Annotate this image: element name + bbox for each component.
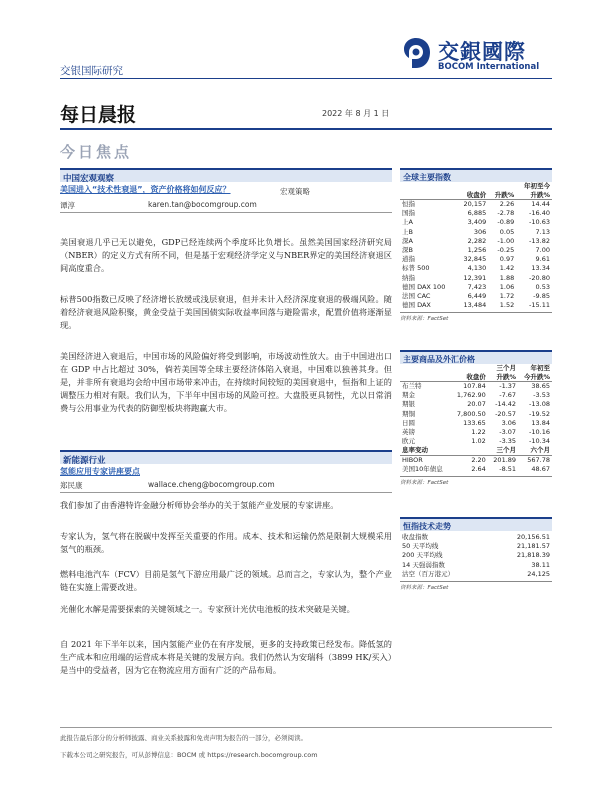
index-ytd: 7.00 [535,246,550,255]
index-name: 上B [402,227,413,236]
index-change: -0.89 [497,218,515,227]
index-change: 1.52 [499,301,515,310]
table-row [400,465,552,474]
index-name: 纳指 [402,273,415,282]
energy-section [60,450,392,493]
index-ytd: -10.63 [529,218,550,227]
header-divider [60,78,552,79]
commodity-close: 1.22 [471,428,486,437]
commodity-change: -7.67 [499,391,517,400]
index-close: 12,391 [463,273,487,282]
table-row [400,410,552,419]
index-ytd: -15.11 [529,301,550,310]
hsi-panel [400,517,552,591]
report-title: 每日晨报 [60,104,137,126]
index-close: 20,157 [463,200,487,208]
energy-paragraph-3: 燃料电池汽车（FCV）目前是氢气下游应用最广泛的领域。总而言之，专家认为，整个产业链在实施上需要改进。 [60,569,392,592]
index-name: 恒指 [402,200,415,208]
index-close: 6,885 [467,209,487,218]
index-ytd: 13.34 [531,264,550,273]
index-name: 法国 CAC [402,292,431,301]
macro-paragraph-1: 美国衰退几乎已无以避免，GDP已经连续两个季度环比负增长。虽然美国国家经济研究局（NBER）的定义方式有所不同，但是基于宏观经济学定义与NBER界定的美国经济衰退区间高度重合。 [60,237,392,273]
hsi-metric-value: 38.11 [531,560,550,569]
table-row [400,246,552,255]
rates-col-name: 息率变动 [402,446,428,455]
report-date: 2022 年 8 月 1 日 [322,109,390,118]
commodity-close: 107.84 [463,382,486,390]
footer-download: 下载本公司之研究报告，可从彭博信息：BOCM 或 https://research.bocomgroup.com [60,751,318,759]
index-name: 深A [402,236,413,245]
table-row [400,301,552,310]
index-change: -0.25 [497,246,515,255]
table-row [400,237,552,246]
bocom-logo-icon [400,36,432,70]
index-ytd: -13.82 [529,236,550,245]
commodities-source: 资料来源：FactSet [400,476,552,486]
commodity-ytd: -13.08 [529,400,550,409]
commodity-ytd: 13.84 [531,418,550,427]
table-row [400,455,552,465]
table-row [400,292,552,301]
commodity-name: 期铜 [402,409,415,418]
rate-name: HIBOR [402,455,423,464]
index-ytd: 0.53 [535,282,550,291]
index-name: 标普 500 [402,264,430,273]
table-row [400,264,552,273]
rates-col-6m: 六个月 [530,446,550,455]
commodity-change: 3.06 [501,418,517,427]
hsi-metric-name: 200 天平均线 [402,551,443,560]
indices-title: 全球主要指数 [400,168,552,182]
index-ytd: 7.13 [535,227,550,236]
energy-box-title: 新能源行业 [60,450,392,464]
commodities-col-ytdchg: 今升跌% [523,372,550,381]
logo-english: BOCOM International [438,62,540,72]
index-change: -2.78 [497,209,515,218]
hsi-metric-value: 24,125 [527,569,550,578]
index-close: 13,484 [463,301,487,310]
table-row [400,419,552,428]
title-divider [60,128,552,130]
indices-col-ytdchg: 升跌% [530,190,550,199]
commodity-close: 7,800.50 [456,409,486,418]
table-row [400,218,552,227]
energy-author-email[interactable]: wallace.cheng@bocomgroup.com [148,480,275,489]
index-close: 7,423 [467,282,487,291]
index-change: 1.72 [499,292,515,301]
index-close: 306 [473,227,487,236]
index-ytd: -20.80 [529,273,550,282]
index-name: 深B [402,246,413,255]
commodities-panel [400,350,552,486]
energy-paragraph-4: 光催化水解是需要探索的关键领域之一。专家预计光伏电池板的技术突破是关键。 [60,604,355,614]
commodity-name: 期银 [402,400,415,409]
table-row [400,209,552,218]
index-change: 0.05 [499,227,515,236]
commodity-name: 英镑 [402,428,415,437]
rate-3m: 201.89 [493,455,517,464]
rate-3m: -8.51 [499,465,517,474]
energy-paragraph-1: 我们参加了由香港特许金融分析师协会举办的关于氢能产业发展的专家讲座。 [60,500,339,510]
commodities-table [400,364,552,474]
commodities-title: 主要商品及外汇价格 [400,350,552,364]
department-label: 交银国际研究 [60,65,123,77]
index-ytd: -9.85 [533,292,550,301]
logo-chinese: 交銀國際 [438,39,526,64]
index-change: 1.88 [499,273,515,282]
macro-author-name: 谭淳 [60,201,75,210]
indices-col-close: 收盘价 [466,190,487,199]
commodity-close: 1.02 [471,437,486,446]
table-row [400,274,552,283]
section-heading: 今日焦点 [60,143,133,161]
index-ytd: 14.44 [531,200,550,208]
rate-6m: 567.78 [527,455,550,464]
macro-tag: 宏观策略 [280,187,310,196]
commodity-ytd: -3.53 [533,391,550,400]
commodities-col-chg: 升跌% [496,372,517,381]
commodities-col-close: 收盘价 [466,372,486,381]
indices-panel [400,168,552,322]
rate-close: 2.64 [471,465,486,474]
macro-box-title: 中国宏观观察 [60,168,392,182]
index-close: 3,409 [467,218,487,227]
commodity-close: 1,762.90 [456,391,486,400]
commodity-ytd: 38.65 [531,382,550,390]
indices-table [400,182,552,310]
index-close: 6,449 [467,292,487,301]
hsi-metric-name: 14 天强弱指数 [402,560,445,569]
commodity-ytd: -10.16 [529,428,550,437]
table-row [400,400,552,409]
hsi-table [400,533,552,579]
energy-paragraph-5: 自 2021 年下半年以来，国内氢能产业仍在有序发展，更多的支持政策已经发布。降低氢的生产成本和应用端的运营成本将是关键的发展方向。我们仍然认为安瑞科（3899 HK/买入）是当中的受益者，因为它在物流应用方面有广泛的产品布局。 [60,639,392,675]
macro-paragraph-2: 标普500指数已反映了经济增长放缓或浅层衰退，但并未计入经济深度衰退的极端风险。随着经济衰退风险积聚，黄金受益于美国国债实际收益率回落与避险需求，配置价值将逐渐显现。 [60,294,392,330]
index-change: 1.06 [499,282,515,291]
index-close: 2,282 [467,236,487,245]
footer-divider [60,727,552,728]
commodity-change: -3.35 [499,437,517,446]
commodities-col-3m: 三个月 [496,364,517,372]
macro-section [60,168,392,213]
index-close: 1,256 [467,246,487,255]
index-ytd: -16.40 [529,209,550,218]
hsi-metric-name: 沽空（百万港元） [402,569,454,578]
energy-paragraph-2: 专家认为，氢气将在脱碳中发挥至关重要的作用。成本、技术和运输仍然是限制大规模采用氢气的瓶颈。 [60,531,392,554]
commodity-close: 133.65 [463,418,486,427]
macro-author-email[interactable]: karen.tan@bocomgroup.com [148,200,257,209]
commodity-name: 欧元 [402,437,415,446]
index-ytd: 9.61 [535,255,550,264]
hsi-title: 恒指技术走势 [400,517,552,531]
commodity-change: -14.42 [495,400,517,409]
index-name: 德国 DAX 100 [402,282,446,291]
hsi-metric-value: 21,181.57 [516,542,550,551]
commodity-close: 20.07 [467,400,486,409]
indices-col-ytd: 年初至今 [524,182,550,190]
table-row [400,533,552,542]
index-change: 1.42 [499,264,515,273]
index-close: 32,845 [463,255,487,264]
hsi-metric-name: 50 天平均线 [402,542,439,551]
commodities-col-ytd: 年初至 [530,364,550,372]
table-row [400,570,552,579]
table-row [400,283,552,292]
table-row [400,428,552,437]
commodity-change: -1.37 [499,382,517,390]
index-name: 国指 [402,209,415,218]
rate-6m: 48.67 [531,465,550,474]
footer-disclaimer: 此报告最后部分的分析师披露、商业关系披露和免责声明为报告的一部分，必须阅读。 [60,734,307,742]
commodity-name: 日圆 [402,418,415,427]
table-row [400,561,552,570]
rates-col-3m: 三个月 [496,446,517,455]
macro-paragraph-3: 美国经济进入衰退后，中国市场的风险偏好将受到影响，市场波动性放大。由于中国进出口在 GDP 中占比超过 30%，倘若美国等全球主要经济体陷入衰退，中国难以独善其身。但是，并非所有衰退均会给中国市场带来冲击，在持续时间较短的美国衰退中，恒指和上证的调整压力相对有限。我们认为，下半年中国市场的风险可控。大盘股更具韧性，尤以日常消费与公用事业为代表的防御型板块将跑赢大市。 [60,351,392,413]
index-change: -1.00 [497,236,515,245]
table-row [400,228,552,237]
energy-report-link[interactable]: 氢能应用专家讲座要点 [60,467,140,476]
rate-close: 2.20 [471,455,486,464]
rate-name: 美国10年债息 [402,465,443,474]
commodity-name: 布兰特 [402,382,422,390]
commodity-ytd: -19.52 [529,409,550,418]
table-row [400,551,552,560]
indices-col-chg: 升跌% [494,190,515,199]
macro-report-link[interactable]: 美国进入“技术性衰退”，资产价格将如何反应？ [60,185,231,194]
table-row [400,200,552,210]
index-name: 德国 DAX [402,301,431,310]
table-row [400,382,552,392]
commodity-change: -3.07 [499,428,517,437]
hsi-source: 资料来源：FactSet [400,581,552,591]
hsi-metric-value: 21,818.39 [516,551,550,560]
energy-author-name: 郑民康 [60,481,83,490]
hsi-metric-value: 20,156.51 [516,533,550,541]
indices-source: 资料来源：FactSet [400,312,552,322]
commodity-ytd: -10.34 [529,437,550,446]
hsi-metric-name: 收盘指数 [402,533,428,541]
index-close: 4,130 [467,264,487,273]
table-row [400,391,552,400]
index-change: 0.97 [499,255,515,264]
commodity-name: 期金 [402,391,415,400]
commodity-change: -20.57 [495,409,517,418]
index-name: 道指 [402,255,415,264]
index-name: 上A [402,218,413,227]
index-change: 2.26 [499,200,515,208]
